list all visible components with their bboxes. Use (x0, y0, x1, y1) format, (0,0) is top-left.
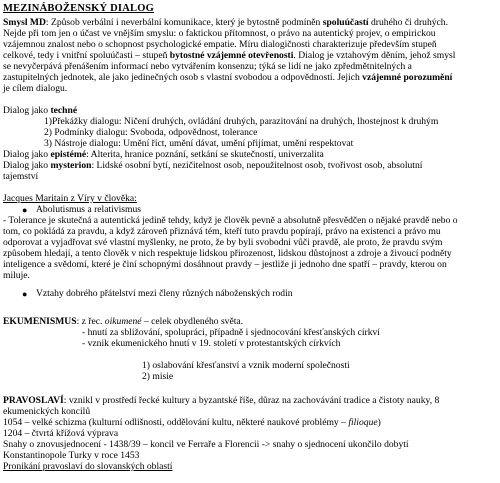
episteme-text: : Alterita, hranice poznání, setkání se skutečností, univerzalita (86, 149, 324, 160)
techne-prefix: Dialog jako (3, 105, 51, 116)
maritain-para-line-2: tom, co pokládá za pravdu, a když zároveň přiznává tém, kteří tuto pravdu popírají, právo na existenci a právo mu (3, 226, 441, 237)
ekumenismus-intro-end: – celek obydleného světa. (141, 316, 244, 327)
dialog-episteme (3, 150, 324, 161)
smysl-line-3: vzájemnou znalost nebo o schopnost psychologické empatie. Míru dialogičnosti charakterizuje především stupeň (3, 39, 437, 50)
smysl-label: Smysl MD (3, 17, 46, 28)
maritain-para-line-1: - Tolerance je skutečná a autentická jedině tehdy, když je člověk pevně a absolutně přesvědčen o nějaké pravdě nebo o (3, 215, 458, 226)
pravoslavi-line-4: 1204 – čtvrtá křížová výprava (3, 428, 119, 439)
maritain-para-line-4: způsobem hledají, a tento člověk v nich respektuje lidskou přirozenost, lidskou důstojnost a zdroje a živoucí podněty (3, 248, 452, 259)
dialog-item-2: 2) Podmínky dialogu: Svoboda, odpovědnost, tolerance (44, 127, 258, 138)
smysl-text: : Způsob verbální i neverbální komunikace, který je bytostně podmíněn (45, 17, 323, 28)
smysl-line-1 (3, 18, 448, 29)
bullet-dot-icon: ● (22, 289, 28, 299)
smysl-line-4 (3, 51, 455, 62)
maritain-para-line-6: miluje. (3, 270, 30, 281)
pravoslavi-l3-end: ) (377, 417, 381, 428)
pravoslavi-line-6: Konstantinopole Turky v roce 1453 (3, 450, 140, 461)
ekumenismus-label: EKUMENISMUS (3, 316, 77, 327)
smysl-bold-term: spoluúčastí (322, 17, 369, 28)
mysterion-prefix: Dialog jako (3, 160, 51, 171)
pravoslavi-l3-italic: filioque (348, 417, 378, 428)
page-title: MEZINÁBOŽENSKÝ DIALOG (3, 3, 154, 14)
episteme-prefix: Dialog jako (3, 149, 51, 160)
maritain-heading (3, 194, 137, 205)
mysterion-term: mysterion (50, 160, 92, 171)
pravoslavi-line-5: Snahy o znovusjednocení - 1438/39 – koncil ve Ferraře a Florencii -> snahy o sjednocení ukončilo dobytí (3, 439, 409, 450)
ekumenismus-line-3: - vznik ekumenického hnutí v 19. století v protestantských církvích (82, 338, 341, 349)
pravoslavi-text: : vznikl v prostředí řecké kultury a byzantské říše, důraz na zachovávání tradice a čistoty nauky, 8 (63, 395, 440, 406)
dialog-mysterion-line-2: tajemství (3, 171, 39, 182)
dialog-item-1: 1)Překážky dialogu: Ničení druhých, ovládání druhých, parazitování na druhých, lhostejnost k druhým (44, 116, 439, 127)
smysl-l6-bold: vzájemné porozumění (362, 72, 453, 83)
bullet-dot-icon: ● (22, 205, 28, 215)
mysterion-text: : Lidské osobní bytí, nezičitelnost osob, nepoužitelnost osob, tvořivost osob, absolutní (91, 160, 423, 171)
dialog-mysterion (3, 161, 422, 172)
pravoslavi-line-7 (3, 462, 172, 473)
maritain-heading-text: Jacques Maritain z Víry v člověka: (3, 193, 137, 204)
smysl-l4-end: . Dialog je vztahovým děním, jehož smysl (293, 50, 456, 61)
smysl-l4-start: celkové, tedy i vnitřní spoluúčasti – stupeň (3, 50, 170, 61)
pravoslavi-label: PRAVOSLAVÍ (3, 395, 64, 406)
ekumenismus-line-5: 2) misie (142, 371, 174, 382)
ekumenismus-line-2: - hnutí za sbližování, spolupráci, případně i sjednocování křesťanských církví (82, 327, 380, 338)
smysl-l6-text: zastupitelných jednotek, ale jako jedinečných osob s vlastní svobodou a odpovědností. Jejich (3, 72, 363, 83)
ekumenismus-intro: : z řec. (76, 316, 105, 327)
smysl-line-2: Nejde při tom jen o účast ve vnějším smyslu: o faktickou přítomnost, o právo na autentický projev, o empirickou (3, 28, 436, 39)
maritain-para-line-5: inteligence a svědomí, které je činí schopnými dosáhnout pravdy – jestliže ji jednoho dne spatří – pravdy, kterou on (3, 259, 447, 270)
dialog-techne (3, 106, 77, 117)
maritain-bullet-2: Vztahy dobrého přátelství mezi členy různých náboženských rodin (36, 288, 293, 299)
episteme-term: epistémé (50, 149, 87, 160)
smysl-text-end: druhého či druhých. (368, 17, 448, 28)
ekumenismus-greek: oikumené (104, 316, 142, 327)
ekumenismus-line-1 (3, 317, 243, 328)
smysl-l4-bold: bytostné vzájemné otevřenosti (169, 50, 294, 61)
maritain-bullet-1: Abolutismus a relativismus (36, 204, 141, 215)
ekumenismus-line-4: 1) oslabování křesťanství a vznik moderní společnosti (142, 360, 350, 371)
pravoslavi-line-2: ekumenických koncilů (3, 406, 91, 417)
smysl-line-6 (3, 73, 452, 84)
smysl-line-7: je cílem dialogu. (3, 83, 68, 94)
pravoslavi-l3-start: 1054 – velké schizma (kulturní odlišnosti, oddělování kultu, některé naukové problémy – (3, 417, 349, 428)
pravoslavi-line-1 (3, 396, 439, 407)
dialog-item-3: 3) Nástroje dialogu: Umění říct, umění dávat, umění přijímat, umění respektovat (44, 138, 354, 149)
smysl-line-5: se nevyčerpává přenášením informací nebo vytvářením konsenzu; týká se lidí ne jako zpředmětnitelných a (3, 61, 412, 72)
pravoslavi-line-3 (3, 418, 381, 429)
techne-term: techné (50, 105, 78, 116)
maritain-para-line-3: odporovat a vyjadřovat své vlastní myšlenky, ne proto, že by byli svobodni vůči pravdě, ale proto, že pravdu svým (3, 237, 443, 248)
pravoslavi-l7-text: Pronikání pravoslaví do slovanských oblastí (3, 461, 173, 472)
